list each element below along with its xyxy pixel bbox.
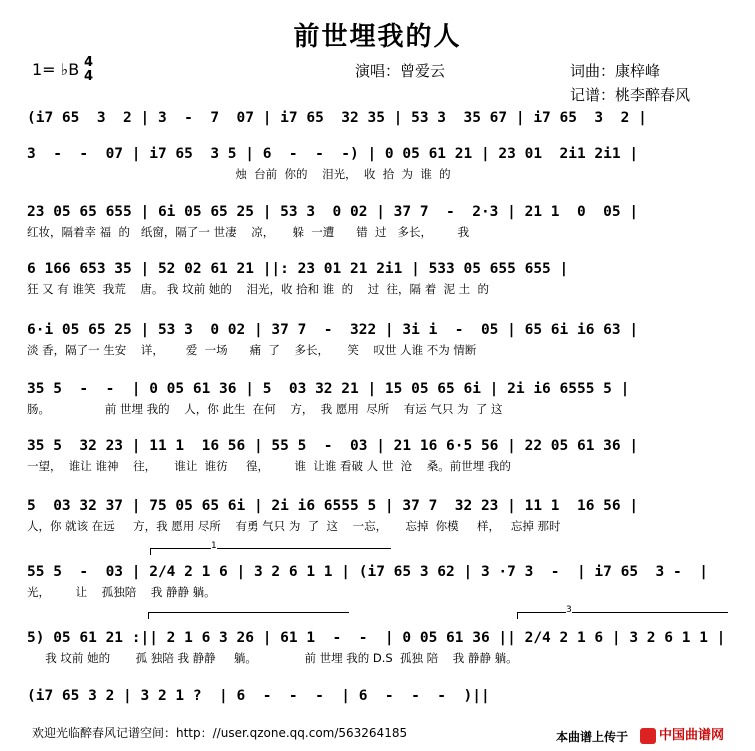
key-signature: 1= ♭B [32,60,80,79]
notation-line: 3 - - 07 | i7 65 3 5 | 6 - - -) | 0 05 61 21 | 23 01 2i1 2i1 | [27,146,639,162]
lyrics-line: 人，你 就该 在远 方，我 愿用 尽所 有勇 气只 为 了 这 一忘， 忘掉 你模 样， 忘掉 那时 [27,519,561,533]
notation-line: (i7 65 3 2 | 3 2 1 ? | 6 - - - | 6 - - - )|| [27,688,490,704]
staff-line-6 [27,379,729,417]
upload-notice: 本曲谱上传于 [556,730,629,744]
staff-line-4 [27,259,729,297]
lyrics-line: 狂 又 有 谁笑 我荒 唐。 我 坟前 她的 泪光，收 拾和 谁 的 过 往，隔 着 泥 土 的 [27,282,489,296]
notation-line: 55 5 - 03 | 2/4 2 1 6 | 3 2 6 1 1 | (i7 65 3 62 | 3 ·7 3 - | i7 65 3 - | [27,564,708,580]
time-signature [84,56,93,84]
composer-credit: 词曲：康梓峰 [570,62,661,80]
lyrics-line: 烛 台前 你的 泪光， 收 拾 为 谁 的 [27,167,451,181]
meter-bottom: 4 [84,69,94,84]
meter-top: 4 [84,55,94,70]
lyrics-line: 红妆，隔着幸 福 的 纸窗，隔了一 世凄 凉， 躲 一遭 错 过 多长， 我 [27,225,470,239]
song-title: 前世埋我的人 [293,22,462,52]
notation-line: 5 03 32 37 | 75 05 65 6i | 2i i6 6555 5 | 37 7 32 23 | 11 1 16 56 | [27,498,639,514]
logo-icon [640,728,656,744]
staff-line-3 [27,202,729,240]
staff-line-9 [27,562,729,600]
staff-line-8 [27,496,729,534]
transcriber-credit: 记谱：桃李醉春风 [570,86,691,104]
notation-line: 6·i 05 65 25 | 53 3 0 02 | 37 7 - 322 | 3i i - 05 | 65 6i i6 63 | [27,322,639,338]
notation-line: 5) 05 61 21 :|| 2 1 6 3 26 | 61 1 - - | 0 05 61 36 || 2/4 2 1 6 | 3 2 6 1 1 | [27,630,726,646]
singer-credit: 演唱：曾爱云 [355,62,446,80]
transcriber-website: 欢迎光临醉春风记谱空间：http：//user.qzone.qq.com/563264185 [32,726,408,740]
volta-bracket-1b [148,612,349,619]
staff-line-10 [27,628,729,666]
logo-text: 中国曲谱网 [659,728,725,743]
notation-line: 35 5 - - | 0 05 61 36 | 5 03 32 21 | 15 05 65 6i | 2i i6 6555 5 | [27,381,630,397]
staff-line-1 [27,108,729,146]
staff-line-5 [27,320,729,358]
lyrics-line: 光， 让 孤独陪 我 静静 躺。 [27,585,216,599]
lyrics-line: 肠。 前 世埋 我的 人，你 此生 在何 方， 我 愿用 尽所 有运 气只 为 了 这 [27,402,503,416]
lyrics-line: 淡 香，隔了一 生安 详， 爱 一场 痛 了 多长， 笑 叹世 人谁 不为 情断 [27,343,477,357]
notation-line: 6 166 653 35 | 52 02 61 21 ||: 23 01 21 2i1 | 533 05 655 655 | [27,261,569,277]
notation-line: (i7 65 3 2 | 3 - 7 07 | i7 65 32 35 | 53 3 35 67 | i7 65 3 2 | [27,110,647,126]
notation-line: 23 05 65 655 | 6i 05 65 25 | 53 3 0 02 | 37 7 - 2·3 | 21 1 0 05 | [27,204,639,220]
lyrics-line: 一望， 谁让 谁神 往， 谁让 谁彷 徨， 谁 让谁 看破 人 世 沧 桑。前世埋 我的 [27,459,511,473]
staff-line-2 [27,144,729,182]
lyrics-line: 我 坟前 她的 孤 独陪 我 静静 躺。 前 世埋 我的 D.S 孤独 陪 我 静静 躺。 [27,651,518,665]
site-logo [640,724,724,744]
volta-bracket-1: 1 [150,548,391,555]
volta-bracket-3: 3 [517,612,728,619]
notation-line: 35 5 32 23 | 11 1 16 56 | 55 5 - 03 | 21 16 6·5 56 | 22 05 61 36 | [27,438,639,454]
staff-line-7 [27,436,729,474]
staff-line-11 [27,686,729,706]
